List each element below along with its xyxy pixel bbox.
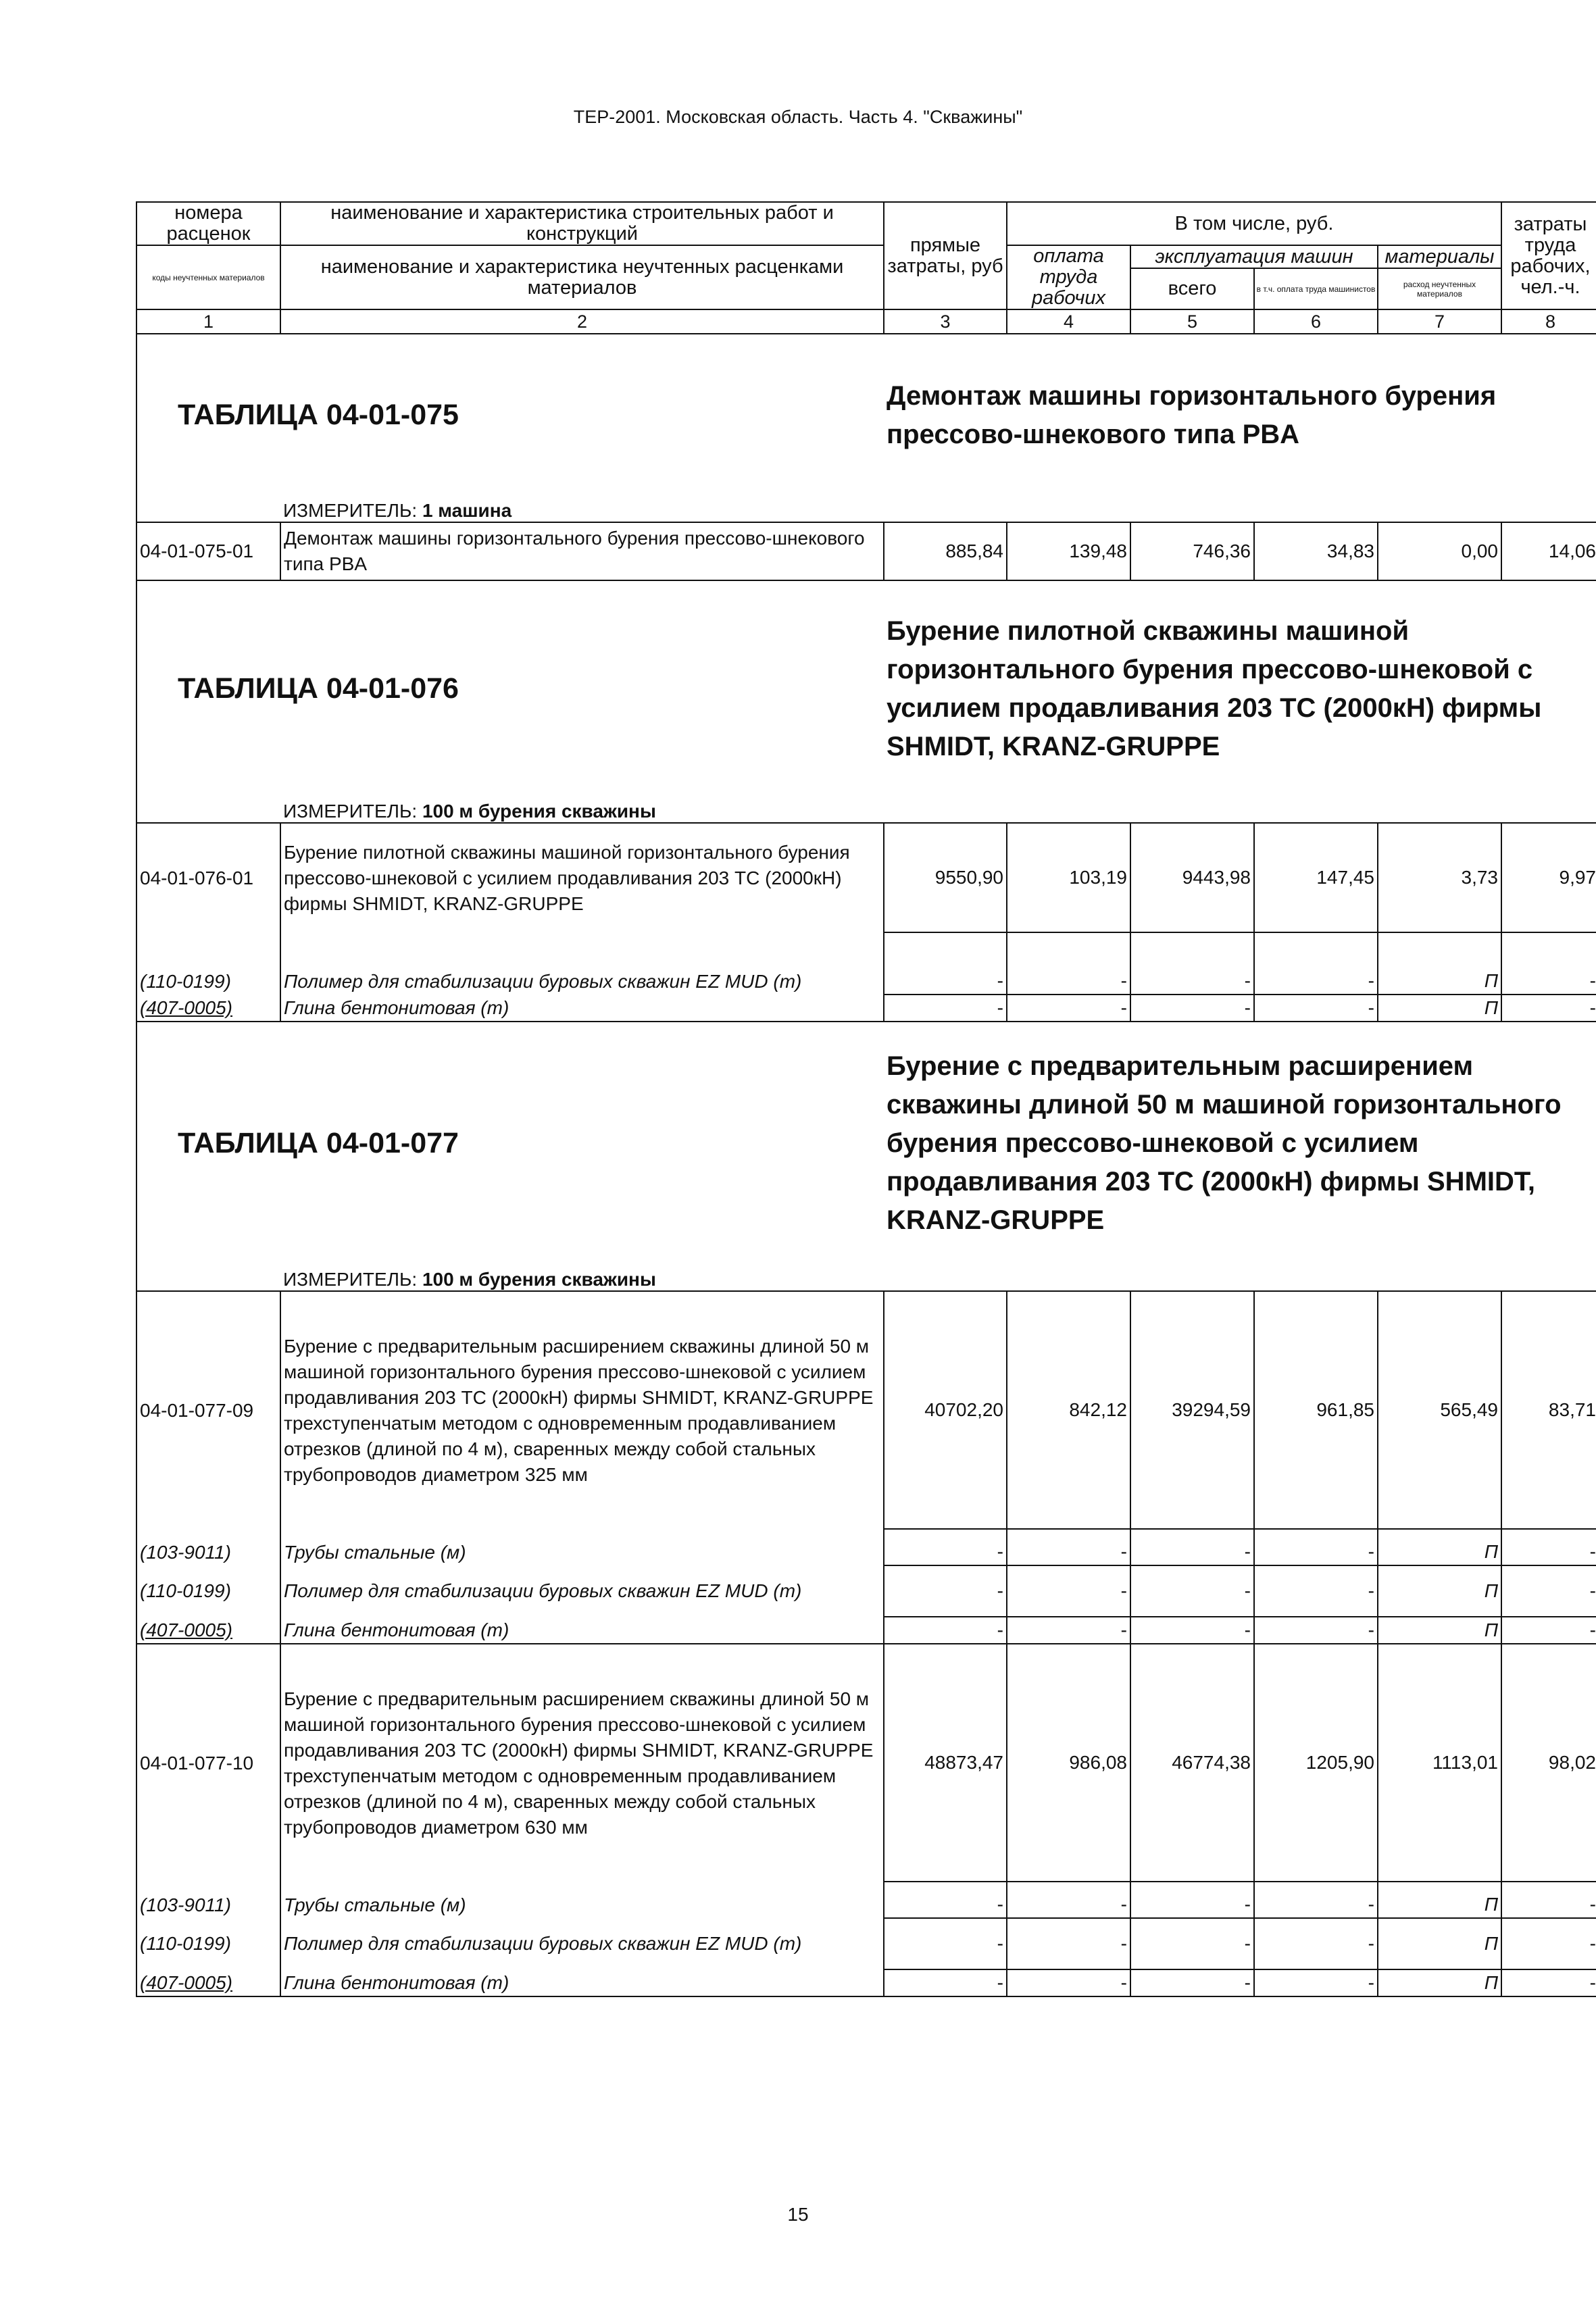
- column-number: 3: [884, 309, 1007, 334]
- rate-value: 842,12: [1007, 1291, 1130, 1529]
- material-value: -: [1254, 932, 1378, 995]
- measure-prefix: ИЗМЕРИТЕЛЬ:: [283, 1269, 418, 1290]
- material-value: П: [1378, 1918, 1501, 1969]
- rate-name: Бурение с предварительным расширением скважины длиной 50 м машиной горизонтального бурения прессово-шнековой с усилием продавливания 203 ТС (2000кН) фирмы SHMIDT, KRANZ-GRUPPE трехступенчатым методом с одновременным продавливанием отрезков (длиной по 4 м), сваренных между собой стальных трубопроводов диаметром 325 мм: [280, 1291, 884, 1529]
- rate-value: 147,45: [1254, 823, 1378, 932]
- material-value: -: [1007, 1918, 1130, 1969]
- measure-row: [136, 496, 1596, 522]
- material-row: [136, 995, 1596, 1022]
- material-name: Глина бентонитовая (т): [280, 1617, 884, 1644]
- table-section-title: Бурение пилотной скважины машиной горизонтального бурения прессово-шнековой с усилием продавливания 203 ТС (2000кН) фирмы SHMIDT, KRANZ-GRUPPE: [884, 580, 1596, 797]
- rate-row: [136, 1291, 1596, 1529]
- header-name-top: наименование и характеристика строительных работ и конструкций: [280, 202, 884, 245]
- material-name: Трубы стальные (м): [280, 1882, 884, 1918]
- material-value: -: [1130, 1882, 1254, 1918]
- material-row: [136, 1529, 1596, 1565]
- rate-value: 83,71: [1501, 1291, 1596, 1529]
- material-name: Глина бентонитовая (т): [280, 1969, 884, 1996]
- table-section-label: ТАБЛИЦА 04-01-075: [136, 334, 884, 496]
- measure-spacer: [1501, 797, 1596, 823]
- measure-spacer: [136, 496, 280, 522]
- rate-code: 04-01-077-10: [136, 1644, 280, 1882]
- rate-value: 39294,59: [1130, 1291, 1254, 1529]
- material-value: -: [884, 1617, 1007, 1644]
- material-value: -: [1007, 1565, 1130, 1617]
- rate-value: 9550,90: [884, 823, 1007, 932]
- measure-value: 1 машина: [422, 500, 512, 521]
- rate-value: 9,97: [1501, 823, 1596, 932]
- material-row: [136, 932, 1596, 995]
- material-value: П: [1378, 1565, 1501, 1617]
- measure-spacer: [1501, 496, 1596, 522]
- material-row: [136, 1617, 1596, 1644]
- table-body: [136, 334, 1596, 1996]
- material-name: Полимер для стабилизации буровых скважин EZ MUD (т): [280, 932, 884, 995]
- page-header: ТЕР-2001. Московская область. Часть 4. "Скважины": [573, 107, 1023, 127]
- section-header-row: [136, 1022, 1596, 1265]
- rate-code: 04-01-075-01: [136, 522, 280, 580]
- rate-row: [136, 522, 1596, 580]
- header-worker-pay-label: оплата труда рабочих: [1031, 245, 1106, 309]
- measure-unit: [280, 797, 1501, 823]
- material-value: -: [1130, 1969, 1254, 1996]
- rate-name: Бурение с предварительным расширением скважины длиной 50 м машиной горизонтального бурения прессово-шнековой с усилием продавливания 203 ТС (2000кН) фирмы SHMIDT, KRANZ-GRUPPE трехступенчатым методом с одновременным продавливанием отрезков (длиной по 4 м), сваренных между собой стальных трубопроводов диаметром 630 мм: [280, 1644, 884, 1882]
- material-value: -: [1501, 1918, 1596, 1969]
- measure-spacer: [136, 1265, 280, 1291]
- material-value: -: [1254, 1882, 1378, 1918]
- header-worker-pay: [1007, 245, 1130, 309]
- rate-value: 9443,98: [1130, 823, 1254, 932]
- header-materials-group: материалы: [1378, 245, 1501, 268]
- material-value: -: [1130, 1617, 1254, 1644]
- material-code: (110-0199): [136, 932, 280, 995]
- material-value: -: [1130, 1529, 1254, 1565]
- rate-value: 40702,20: [884, 1291, 1007, 1529]
- material-value: -: [1501, 1882, 1596, 1918]
- material-value: -: [1130, 1918, 1254, 1969]
- measure-spacer: [1501, 1265, 1596, 1291]
- material-value: -: [1007, 1969, 1130, 1996]
- material-value: П: [1378, 995, 1501, 1022]
- material-value: -: [884, 1565, 1007, 1617]
- rate-value: 885,84: [884, 522, 1007, 580]
- price-table: [136, 201, 1596, 1997]
- material-value: П: [1378, 1529, 1501, 1565]
- measure-row: [136, 797, 1596, 823]
- material-value: П: [1378, 932, 1501, 995]
- material-value: П: [1378, 1617, 1501, 1644]
- material-value: -: [1130, 932, 1254, 995]
- rate-value: 48873,47: [884, 1644, 1007, 1882]
- material-value: -: [1007, 1617, 1130, 1644]
- material-code: (103-9011): [136, 1882, 280, 1918]
- material-value: -: [1007, 932, 1130, 995]
- material-value: -: [1254, 1617, 1378, 1644]
- measure-unit: [280, 496, 1501, 522]
- header-codes-bottom: коды неучтенных материалов: [136, 245, 280, 309]
- column-number: 8: [1501, 309, 1596, 334]
- material-value: -: [1130, 1565, 1254, 1617]
- material-value: -: [1501, 932, 1596, 995]
- material-code: (407-0005): [136, 1969, 280, 1996]
- table-section-label: ТАБЛИЦА 04-01-077: [136, 1022, 884, 1265]
- rate-value: 0,00: [1378, 522, 1501, 580]
- material-name: Полимер для стабилизации буровых скважин EZ MUD (т): [280, 1565, 884, 1617]
- material-value: П: [1378, 1882, 1501, 1918]
- rate-value: 1113,01: [1378, 1644, 1501, 1882]
- column-number: 1: [136, 309, 280, 334]
- table-header: [136, 202, 1596, 334]
- material-value: -: [1501, 1969, 1596, 1996]
- rate-value: 746,36: [1130, 522, 1254, 580]
- column-number: 6: [1254, 309, 1378, 334]
- material-value: -: [1501, 1565, 1596, 1617]
- measure-prefix: ИЗМЕРИТЕЛЬ:: [283, 801, 418, 822]
- material-code: (103-9011): [136, 1529, 280, 1565]
- measure-value: 100 м бурения скважины: [422, 801, 656, 822]
- material-row: [136, 1969, 1596, 1996]
- material-value: -: [1007, 1529, 1130, 1565]
- material-value: -: [1501, 1529, 1596, 1565]
- measure-unit: [280, 1265, 1501, 1291]
- material-value: -: [884, 1882, 1007, 1918]
- measure-spacer: [136, 797, 280, 823]
- header-direct-costs: прямые затраты, руб: [884, 202, 1007, 309]
- material-value: -: [1130, 995, 1254, 1022]
- material-name: Трубы стальные (м): [280, 1529, 884, 1565]
- material-name: Полимер для стабилизации буровых скважин EZ MUD (т): [280, 1918, 884, 1969]
- column-number: 2: [280, 309, 884, 334]
- material-value: -: [884, 1918, 1007, 1969]
- rate-name: Бурение пилотной скважины машиной горизонтального бурения прессово-шнековой с усилием продавливания 203 ТС (2000кН) фирмы SHMIDT, KRANZ-GRUPPE: [280, 823, 884, 932]
- rate-value: 986,08: [1007, 1644, 1130, 1882]
- header-codes-top: номера расценок: [136, 202, 280, 245]
- material-value: -: [1254, 995, 1378, 1022]
- rate-code: 04-01-077-09: [136, 1291, 280, 1529]
- table-section-label: ТАБЛИЦА 04-01-076: [136, 580, 884, 797]
- rate-value: 3,73: [1378, 823, 1501, 932]
- rate-value: 139,48: [1007, 522, 1130, 580]
- table-section-title: Демонтаж машины горизонтального бурения прессово-шнекового типа PBA: [884, 334, 1596, 496]
- material-value: -: [1254, 1918, 1378, 1969]
- material-code: (407-0005): [136, 1617, 280, 1644]
- material-code: (110-0199): [136, 1565, 280, 1617]
- rate-value: 98,02: [1501, 1644, 1596, 1882]
- header-labor-hours: затраты труда рабочих, чел.-ч.: [1501, 202, 1596, 309]
- measure-row: [136, 1265, 1596, 1291]
- section-header-row: [136, 334, 1596, 496]
- header-machines-total: всего: [1130, 268, 1254, 309]
- rate-value: 14,06: [1501, 522, 1596, 580]
- rate-value: 565,49: [1378, 1291, 1501, 1529]
- material-value: -: [1254, 1529, 1378, 1565]
- material-row: [136, 1882, 1596, 1918]
- material-value: П: [1378, 1969, 1501, 1996]
- material-value: -: [1007, 995, 1130, 1022]
- material-row: [136, 1918, 1596, 1969]
- material-row: [136, 1565, 1596, 1617]
- rate-row: [136, 1644, 1596, 1882]
- rate-name: Демонтаж машины горизонтального бурения прессово-шнекового типа PBA: [280, 522, 884, 580]
- rate-value: 103,19: [1007, 823, 1130, 932]
- rate-value: 34,83: [1254, 522, 1378, 580]
- column-numbers-row: [136, 309, 1596, 334]
- measure-prefix: ИЗМЕРИТЕЛЬ:: [283, 500, 418, 521]
- column-number: 4: [1007, 309, 1130, 334]
- table-section-title: Бурение с предварительным расширением скважины длиной 50 м машиной горизонтального бурения прессово-шнековой с усилием продавливания 203 ТС (2000кН) фирмы SHMIDT, KRANZ-GRUPPE: [884, 1022, 1596, 1265]
- header-name-bottom: наименование и характеристика неучтенных расценками материалов: [280, 245, 884, 309]
- header-materials-use: расход неучтенных материалов: [1378, 268, 1501, 309]
- section-header-row: [136, 580, 1596, 797]
- material-value: -: [1501, 995, 1596, 1022]
- material-value: -: [884, 995, 1007, 1022]
- rate-code: 04-01-076-01: [136, 823, 280, 932]
- material-name: Глина бентонитовая (т): [280, 995, 884, 1022]
- material-value: -: [884, 932, 1007, 995]
- measure-value: 100 м бурения скважины: [422, 1269, 656, 1290]
- rate-value: 1205,90: [1254, 1644, 1378, 1882]
- rate-row: [136, 823, 1596, 932]
- header-machines-group: эксплуатация машин: [1130, 245, 1378, 268]
- material-value: -: [884, 1969, 1007, 1996]
- page-number: 15: [787, 2204, 809, 2225]
- column-number: 7: [1378, 309, 1501, 334]
- material-value: -: [884, 1529, 1007, 1565]
- material-value: -: [1501, 1617, 1596, 1644]
- material-value: -: [1007, 1882, 1130, 1918]
- material-value: -: [1254, 1565, 1378, 1617]
- rate-value: 46774,38: [1130, 1644, 1254, 1882]
- header-machinist-pay: в т.ч. оплата труда машинистов: [1254, 268, 1378, 309]
- material-code: (110-0199): [136, 1918, 280, 1969]
- column-number: 5: [1130, 309, 1254, 334]
- material-code: (407-0005): [136, 995, 280, 1022]
- rate-value: 961,85: [1254, 1291, 1378, 1529]
- header-including-group: В том числе, руб.: [1007, 202, 1501, 245]
- material-value: -: [1254, 1969, 1378, 1996]
